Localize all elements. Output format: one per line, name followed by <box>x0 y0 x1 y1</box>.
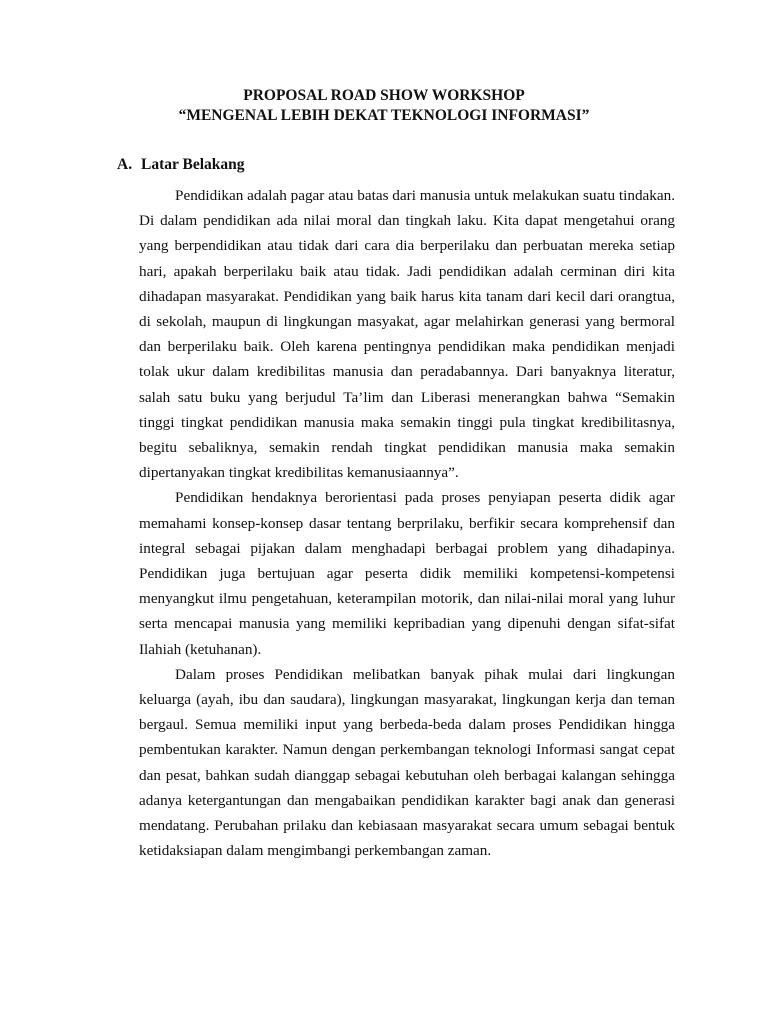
document-title <box>0 86 768 126</box>
paragraph-1: Pendidikan adalah pagar atau batas dari manusia untuk melakukan suatu tindakan. Di dalam pendidikan ada nilai moral dan tingkah laku. Kita dapat mengetahui orang yang berpendidikan atau tidak dari cara dia berperilaku dan perbuatan mereka setiap hari, apakah berperilaku baik atau tidak. Jadi pendidikan adalah cerminan diri kita dihadapan masyarakat. Pendidikan yang baik harus kita tanam dari kecil dari orangtua, di sekolah, maupun di lingkungan masyakat, agar melahirkan generasi yang bermoral dan berperilaku baik. Oleh karena pentingnya pendidikan maka pendidikan menjadi tolak ukur dalam kredibilitas manusia dan peradabannya. Dari banyaknya literatur, salah satu buku yang berjudul Ta’lim dan Liberasi menerangkan bahwa “Semakin tinggi tingkat pendidikan manusia maka semakin tinggi pula tingkat kredibilitasnya, begitu sebaliknya, semakin rendah tingkat pendidikan manusia maka semakin dipertanyakan tingkat kredibilitas kemanusiaannya”. <box>139 187 675 482</box>
paragraph-2: Pendidikan hendaknya berorientasi pada proses penyiapan peserta didik agar memahami konsep-konsep dasar tentang berprilaku, berfikir secara komprehensif dan integral sebagai pijakan dalam menghadapi berbagai problem yang dihadapinya. Pendidikan juga bertujuan agar peserta didik memiliki kompetensi-kompetensi menyangkut ilmu pengetahuan, keterampilan motorik, dan nilai-nilai moral yang luhur serta mencapai manusia yang memiliki kepribadian yang dipenuhi dengan sifat-sifat Ilahiah (ketuhanan). <box>139 489 675 658</box>
section-heading <box>117 154 245 176</box>
section-heading-text: Latar Belakang <box>141 156 245 173</box>
paragraph-3: Dalam proses Pendidikan melibatkan banyak pihak mulai dari lingkungan keluarga (ayah, ibu dan saudara), lingkungan masyarakat, lingkungan kerja dan teman bergaul. Semua memiliki input yang berbeda-beda dalam proses Pendidikan hingga pembentukan karakter. Namun dengan perkembangan teknologi Informasi sangat cepat dan pesat, bahkan sudah dianggap sebagai kebutuhan oleh berbagai kalangan sehingga adanya ketergantungan dan mengabaikan pendidikan karakter bagi anak dan generasi mendatang. Perubahan prilaku dan kebiasaan masyarakat secara umum sebagai bentuk ketidaksiapan dalam mengimbangi perkembangan zaman. <box>139 665 675 860</box>
body-text <box>139 183 675 863</box>
section-letter: A. <box>117 156 133 173</box>
title-line-1: PROPOSAL ROAD SHOW WORKSHOP <box>243 87 525 104</box>
title-line-2: “MENGENAL LEBIH DEKAT TEKNOLOGI INFORMASI” <box>178 107 590 124</box>
